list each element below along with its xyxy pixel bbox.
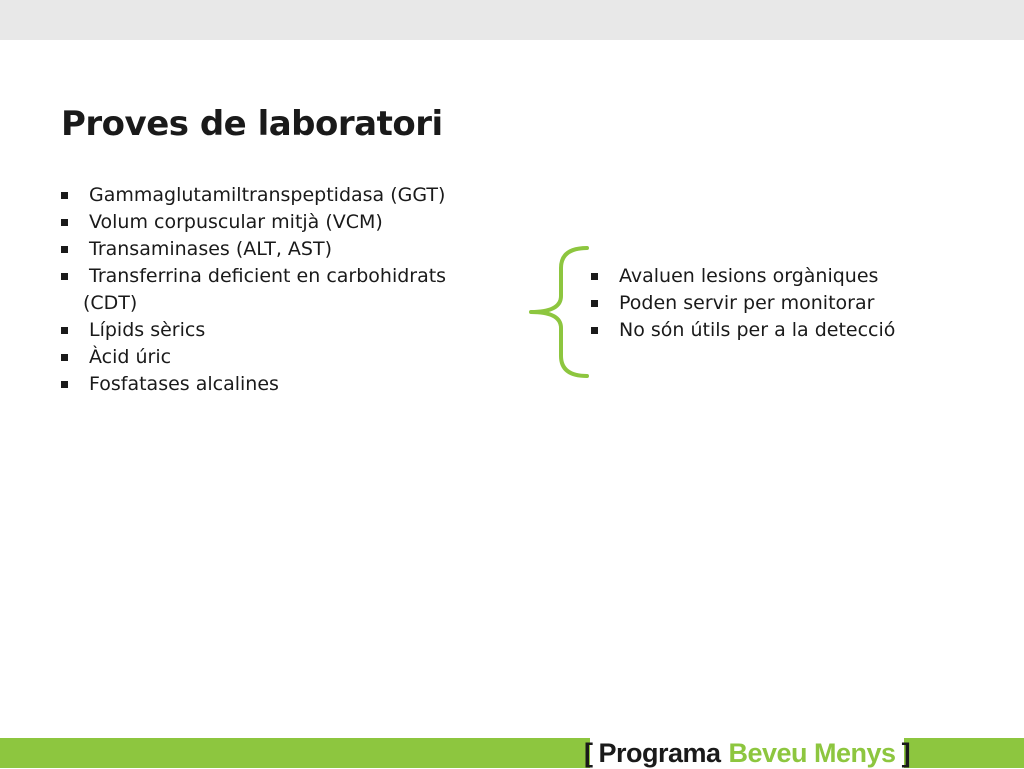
list-item [61, 182, 501, 209]
lab-tests-list [61, 182, 501, 398]
list-item [61, 263, 501, 317]
list-item [61, 236, 501, 263]
list-item-text: Àcid úric [89, 346, 172, 368]
list-item [591, 317, 1011, 344]
list-item-text: Avaluen lesions orgàniques [619, 265, 879, 287]
list-item [591, 263, 1011, 290]
list-item-text: Poden servir per monitorar [619, 292, 875, 314]
square-bullet-icon [61, 246, 68, 253]
list-item-text: No són útils per a la detecció [619, 319, 896, 341]
square-bullet-icon [591, 273, 598, 280]
square-bullet-icon [61, 192, 68, 199]
list-item-text: Transferrina deficient en carbohidrats [89, 265, 447, 287]
logo-bracket-open: [ [583, 737, 593, 768]
list-item-text-continued: (CDT) [83, 292, 138, 314]
square-bullet-icon [61, 354, 68, 361]
top-band [0, 0, 1024, 40]
square-bullet-icon [61, 381, 68, 388]
list-item-text: Transaminases (ALT, AST) [89, 238, 332, 260]
list-item [591, 290, 1011, 317]
curly-brace-icon [527, 244, 591, 380]
list-item [61, 344, 501, 371]
list-item-text: Gammaglutamiltranspeptidasa (GGT) [89, 184, 446, 206]
logo-brand-text: Beveu Menys [728, 737, 896, 768]
logo-program-text: Programa [598, 737, 721, 768]
square-bullet-icon [61, 327, 68, 334]
list-item-text: Fosfatases alcalines [89, 373, 279, 395]
square-bullet-icon [591, 300, 598, 307]
list-item [61, 317, 501, 344]
list-item-text: Volum corpuscular mitjà (VCM) [89, 211, 383, 233]
slide-title: Proves de laboratori [61, 104, 443, 144]
square-bullet-icon [61, 219, 68, 226]
summary-list [591, 263, 1011, 344]
list-item-text: Lípids sèrics [89, 319, 206, 341]
program-logo [583, 737, 911, 768]
list-item [61, 209, 501, 236]
square-bullet-icon [591, 327, 598, 334]
list-item [61, 371, 501, 398]
logo-bracket-close: ] [901, 737, 911, 768]
square-bullet-icon [61, 273, 68, 280]
